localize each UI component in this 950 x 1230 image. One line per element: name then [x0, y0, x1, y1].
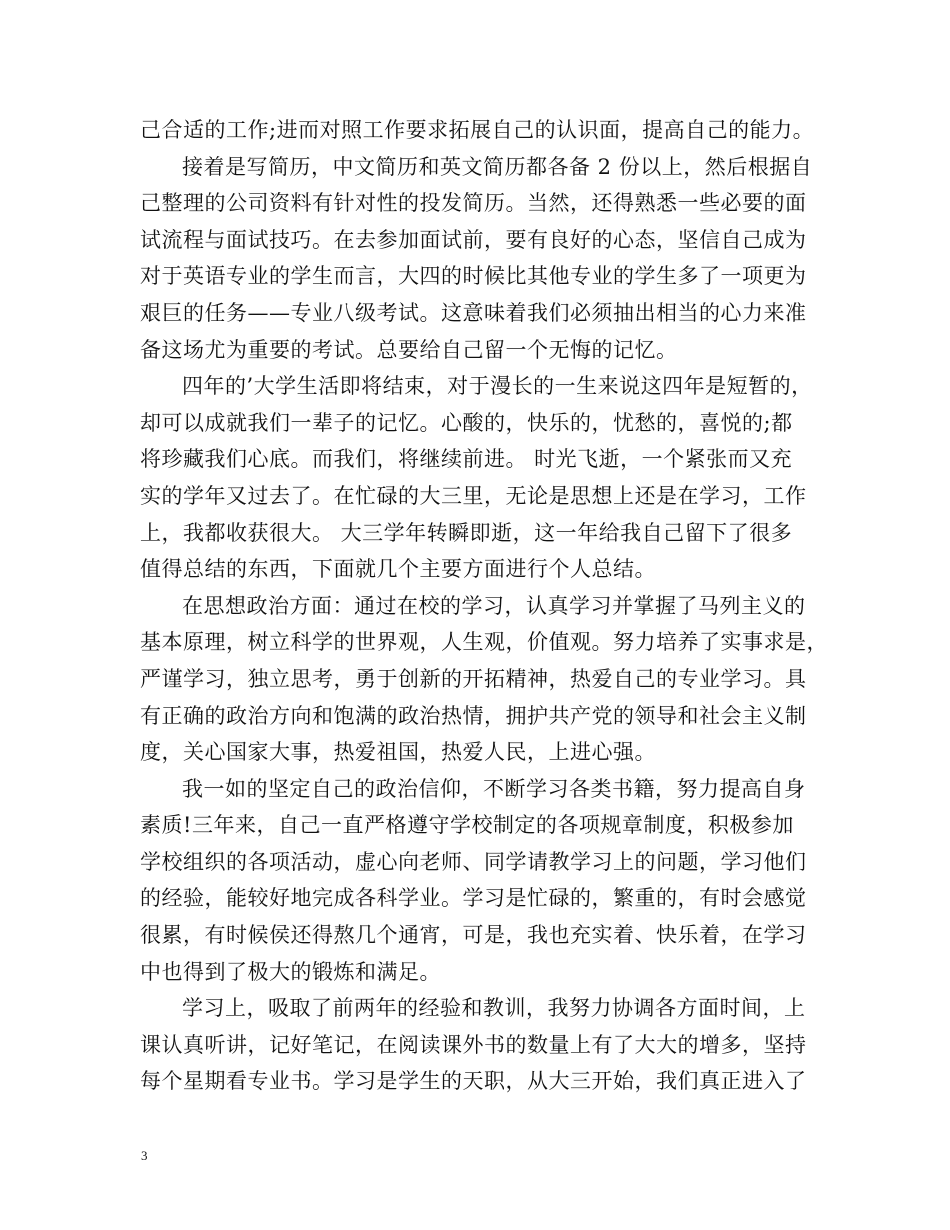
- text-line: 在思想政治方面：通过在校的学习，认真学习并掌握了马列主义的: [182, 593, 806, 618]
- text-line: 每个星期看专业书。学习是学生的天职，从大三开始，我们真正进入了: [140, 1069, 807, 1094]
- text-line: 学习上，吸取了前两年的经验和教训，我努力协调各方面时间，上: [182, 996, 806, 1021]
- text-line: 实的学年又过去了。在忙碌的大三里，无论是思想上还是在学习，工作: [140, 483, 807, 508]
- text-line: 接着是写简历，中文简历和英文简历都各备 2 份以上，然后根据自: [182, 154, 813, 179]
- text-line: 基本原理，树立科学的世界观，人生观，价值观。努力培养了实事求是，: [140, 630, 828, 655]
- text-line: 己整理的公司资料有针对性的投发简历。当然，还得熟悉一些必要的面: [140, 191, 807, 216]
- text-line: 学校组织的各项活动，虚心向老师、同学请教学习上的问题，学习他们: [140, 849, 807, 874]
- text-line: 试流程与面试技巧。在去参加面试前，要有良好的心态，坚信自己成为: [140, 227, 807, 252]
- text-line: 很累，有时候侯还得熬几个通宵，可是，我也充实着、快乐着，在学习: [140, 923, 807, 948]
- page-number: 3: [141, 1148, 148, 1163]
- text-line: 有正确的政治方向和饱满的政治热情，拥护共产党的领导和社会主义制: [140, 703, 807, 728]
- text-line: 备这场尤为重要的考试。总要给自己留一个无悔的记忆。: [140, 337, 678, 362]
- text-line: 度，关心国家大事，热爱祖国，热爱人民，上进心强。: [140, 740, 656, 765]
- text-line: 四年的’大学生活即将结束，对于漫长的一生来说这四年是短暂的，: [182, 374, 813, 399]
- text-line: 己合适的工作;进而对照工作要求拓展自己的认识面，提高自己的能力。: [140, 118, 815, 142]
- text-line: 我一如的坚定自己的政治信仰，不断学习各类书籍，努力提高自身: [182, 776, 806, 801]
- text-line: 上，我都收获很大。 大三学年转瞬即逝，这一年给我自己留下了很多: [140, 520, 793, 545]
- text-line: 素质!三年来，自己一直严格遵守学校制定的各项规章制度，积极参加: [140, 813, 794, 838]
- text-line: 将珍藏我们心底。而我们，将继续前进。 时光飞逝，一个紧张而又充: [140, 447, 793, 472]
- text-line: 艰巨的任务——专业八级考试。这意味着我们必须抽出相当的心力来准: [140, 300, 807, 325]
- text-line: 却可以成就我们一辈子的记忆。心酸的，快乐的，忧愁的，喜悦的;都: [140, 410, 793, 435]
- text-line: 的经验，能较好地完成各科学业。学习是忙碌的，繁重的，有时会感觉: [140, 886, 807, 911]
- text-line: 严谨学习，独立思考，勇于创新的开拓精神，热爱自己的专业学习。具: [140, 666, 807, 691]
- text-line: 中也得到了极大的锻炼和满足。: [140, 959, 441, 984]
- text-line: 对于英语专业的学生而言，大四的时候比其他专业的学生多了一项更为: [140, 264, 807, 289]
- text-line: 课认真听讲，记好笔记，在阅读课外书的数量上有了大大的增多，坚持: [140, 1032, 807, 1057]
- document-body: [140, 112, 840, 1100]
- text-line: 值得总结的东西，下面就几个主要方面进行个人总结。: [140, 557, 656, 582]
